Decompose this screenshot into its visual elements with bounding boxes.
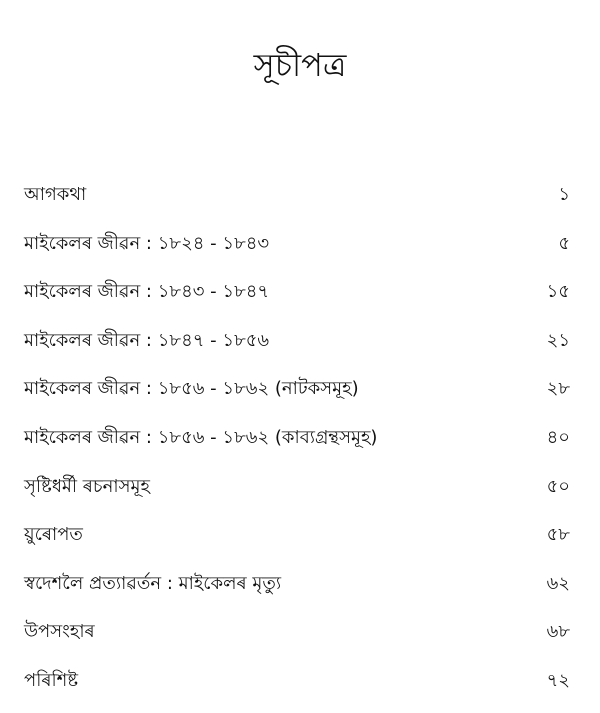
toc-entry-page: ৪০ [546, 426, 570, 448]
toc-entry-title: উপসংহাৰ [24, 621, 95, 643]
toc-entry-title: মাইকেলৰ জীৱন : ১৮২৪ - ১৮৪৩ [24, 232, 270, 254]
toc-entry-page: ২১ [546, 329, 570, 351]
toc-entry-page: ৫০ [546, 475, 570, 497]
toc-entry [0, 372, 600, 421]
toc-entry-page: ৬৮ [546, 621, 570, 643]
toc-entry [0, 178, 600, 227]
page-title: সূচীপত্ৰ [253, 46, 347, 85]
toc-entry-title: মাইকেলৰ জীৱন : ১৮৫৬ - ১৮৬২ (কাব্যগ্ৰন্থসমূহ) [24, 426, 378, 448]
toc-entry [0, 470, 600, 519]
toc-entry [0, 615, 600, 664]
toc-entry-page: ১৫ [546, 281, 570, 303]
toc-entry-title: য়ুৰোপত [24, 524, 83, 546]
toc-entry-title: মাইকেলৰ জীৱন : ১৮৪৩ - ১৮৪৭ [24, 281, 270, 303]
toc-entry-page: ৬২ [546, 572, 570, 594]
toc-entry [0, 421, 600, 470]
toc-entry-title: সৃষ্টিধৰ্মী ৰচনাসমূহ [24, 475, 150, 497]
toc-entry [0, 664, 600, 713]
toc-entry [0, 324, 600, 373]
toc-entry-page: ৫৮ [546, 524, 570, 546]
toc-entry [0, 227, 600, 276]
toc-entry-title: পৰিশিষ্ট [24, 669, 79, 691]
toc-entry-title: আগকথা [24, 184, 87, 205]
toc-entry-page: ১ [558, 184, 570, 205]
toc-entry [0, 567, 600, 616]
toc-entry-page: ৭২ [546, 669, 570, 691]
toc-entry-title: স্বদেশলৈ প্ৰত্যাৱৰ্তন : মাইকেলৰ মৃত্যু [24, 572, 282, 594]
toc-entry [0, 518, 600, 567]
toc-entry-title: মাইকেলৰ জীৱন : ১৮৪৭ - ১৮৫৬ [24, 329, 270, 351]
toc-entry-page: ৫ [558, 232, 570, 254]
toc-entry-title: মাইকেলৰ জীৱন : ১৮৫৬ - ১৮৬২ (নাটকসমূহ) [24, 378, 359, 400]
toc-entry [0, 275, 600, 324]
toc-entry-page: ২৮ [546, 378, 570, 400]
table-of-contents [0, 178, 600, 713]
